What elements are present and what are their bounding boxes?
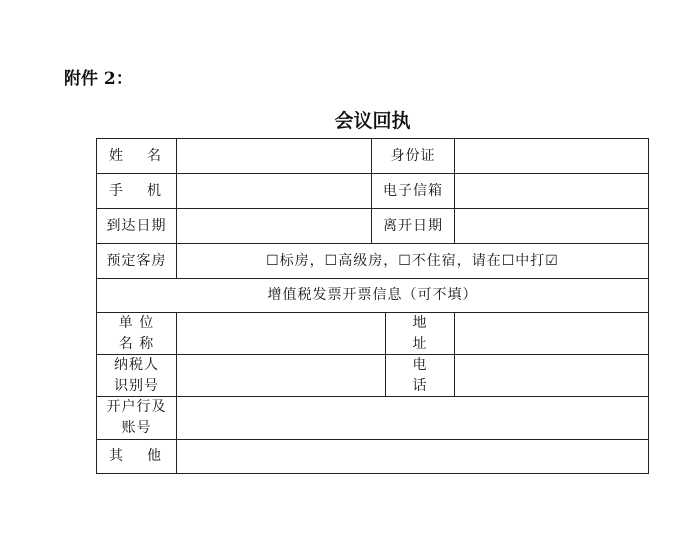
id-card-label: 身份证 xyxy=(371,139,454,173)
phone-label-cell xyxy=(385,355,454,396)
form-row-name xyxy=(97,139,648,174)
mobile-label xyxy=(97,174,176,208)
taxpayer-id-label xyxy=(97,355,176,396)
phone-field[interactable] xyxy=(454,355,648,396)
bank-account-label xyxy=(97,397,176,439)
invoice-header-row xyxy=(97,279,648,313)
bank-account-field[interactable] xyxy=(176,397,648,439)
id-card-field[interactable] xyxy=(454,139,648,173)
arrival-date-field[interactable] xyxy=(176,209,371,243)
arrival-date-label: 到达日期 xyxy=(106,217,167,234)
mobile-label-part1: 手 xyxy=(109,182,124,199)
email-field[interactable] xyxy=(454,174,648,208)
attachment-label: 附件 2： xyxy=(64,69,133,89)
room-booking-label: 预定客房 xyxy=(106,252,167,269)
address-label: 地址 xyxy=(412,314,428,352)
address-field[interactable] xyxy=(454,313,648,354)
taxpayer-id-field[interactable] xyxy=(176,355,385,396)
company-name-label-line2: 名 称 xyxy=(118,335,155,352)
bank-account-label-line1: 开户行及 xyxy=(106,399,167,415)
form-row-other xyxy=(97,440,648,473)
taxpayer-id-label-line1: 纳税人 xyxy=(114,356,159,373)
other-label-part1: 其 xyxy=(109,448,124,464)
form-row-bank xyxy=(97,397,648,440)
receipt-form xyxy=(96,138,649,474)
phone-label: 电话 xyxy=(412,356,428,394)
form-row-mobile xyxy=(97,174,648,209)
name-label-part1: 姓 xyxy=(109,147,124,164)
other-label-part2: 他 xyxy=(147,448,162,464)
name-label xyxy=(97,139,176,173)
form-row-company xyxy=(97,313,648,355)
form-title: 会议回执 xyxy=(334,110,411,132)
company-name-field[interactable] xyxy=(176,313,385,354)
form-row-room xyxy=(97,244,648,279)
address-label-cell xyxy=(385,313,454,354)
mobile-label-part2: 机 xyxy=(147,182,162,199)
room-options[interactable]: ☐标房，☐高级房，☐不住宿，请在☐中打☑ xyxy=(176,244,648,278)
company-name-label xyxy=(97,313,176,354)
form-row-taxpayer xyxy=(97,355,648,397)
bank-account-label-line2: 账号 xyxy=(121,420,152,436)
company-name-label-line1: 单 位 xyxy=(118,314,155,331)
name-field[interactable] xyxy=(176,139,371,173)
name-label-part2: 名 xyxy=(147,147,162,164)
departure-date-label: 离开日期 xyxy=(371,209,454,243)
other-field[interactable] xyxy=(176,440,648,473)
form-row-dates xyxy=(97,209,648,244)
other-label xyxy=(97,440,176,473)
taxpayer-id-label-line2: 识别号 xyxy=(114,377,159,394)
invoice-header: 增值税发票开票信息（可不填） xyxy=(267,287,478,303)
mobile-field[interactable] xyxy=(176,174,371,208)
departure-date-field[interactable] xyxy=(454,209,648,243)
email-label: 电子信箱 xyxy=(371,174,454,208)
